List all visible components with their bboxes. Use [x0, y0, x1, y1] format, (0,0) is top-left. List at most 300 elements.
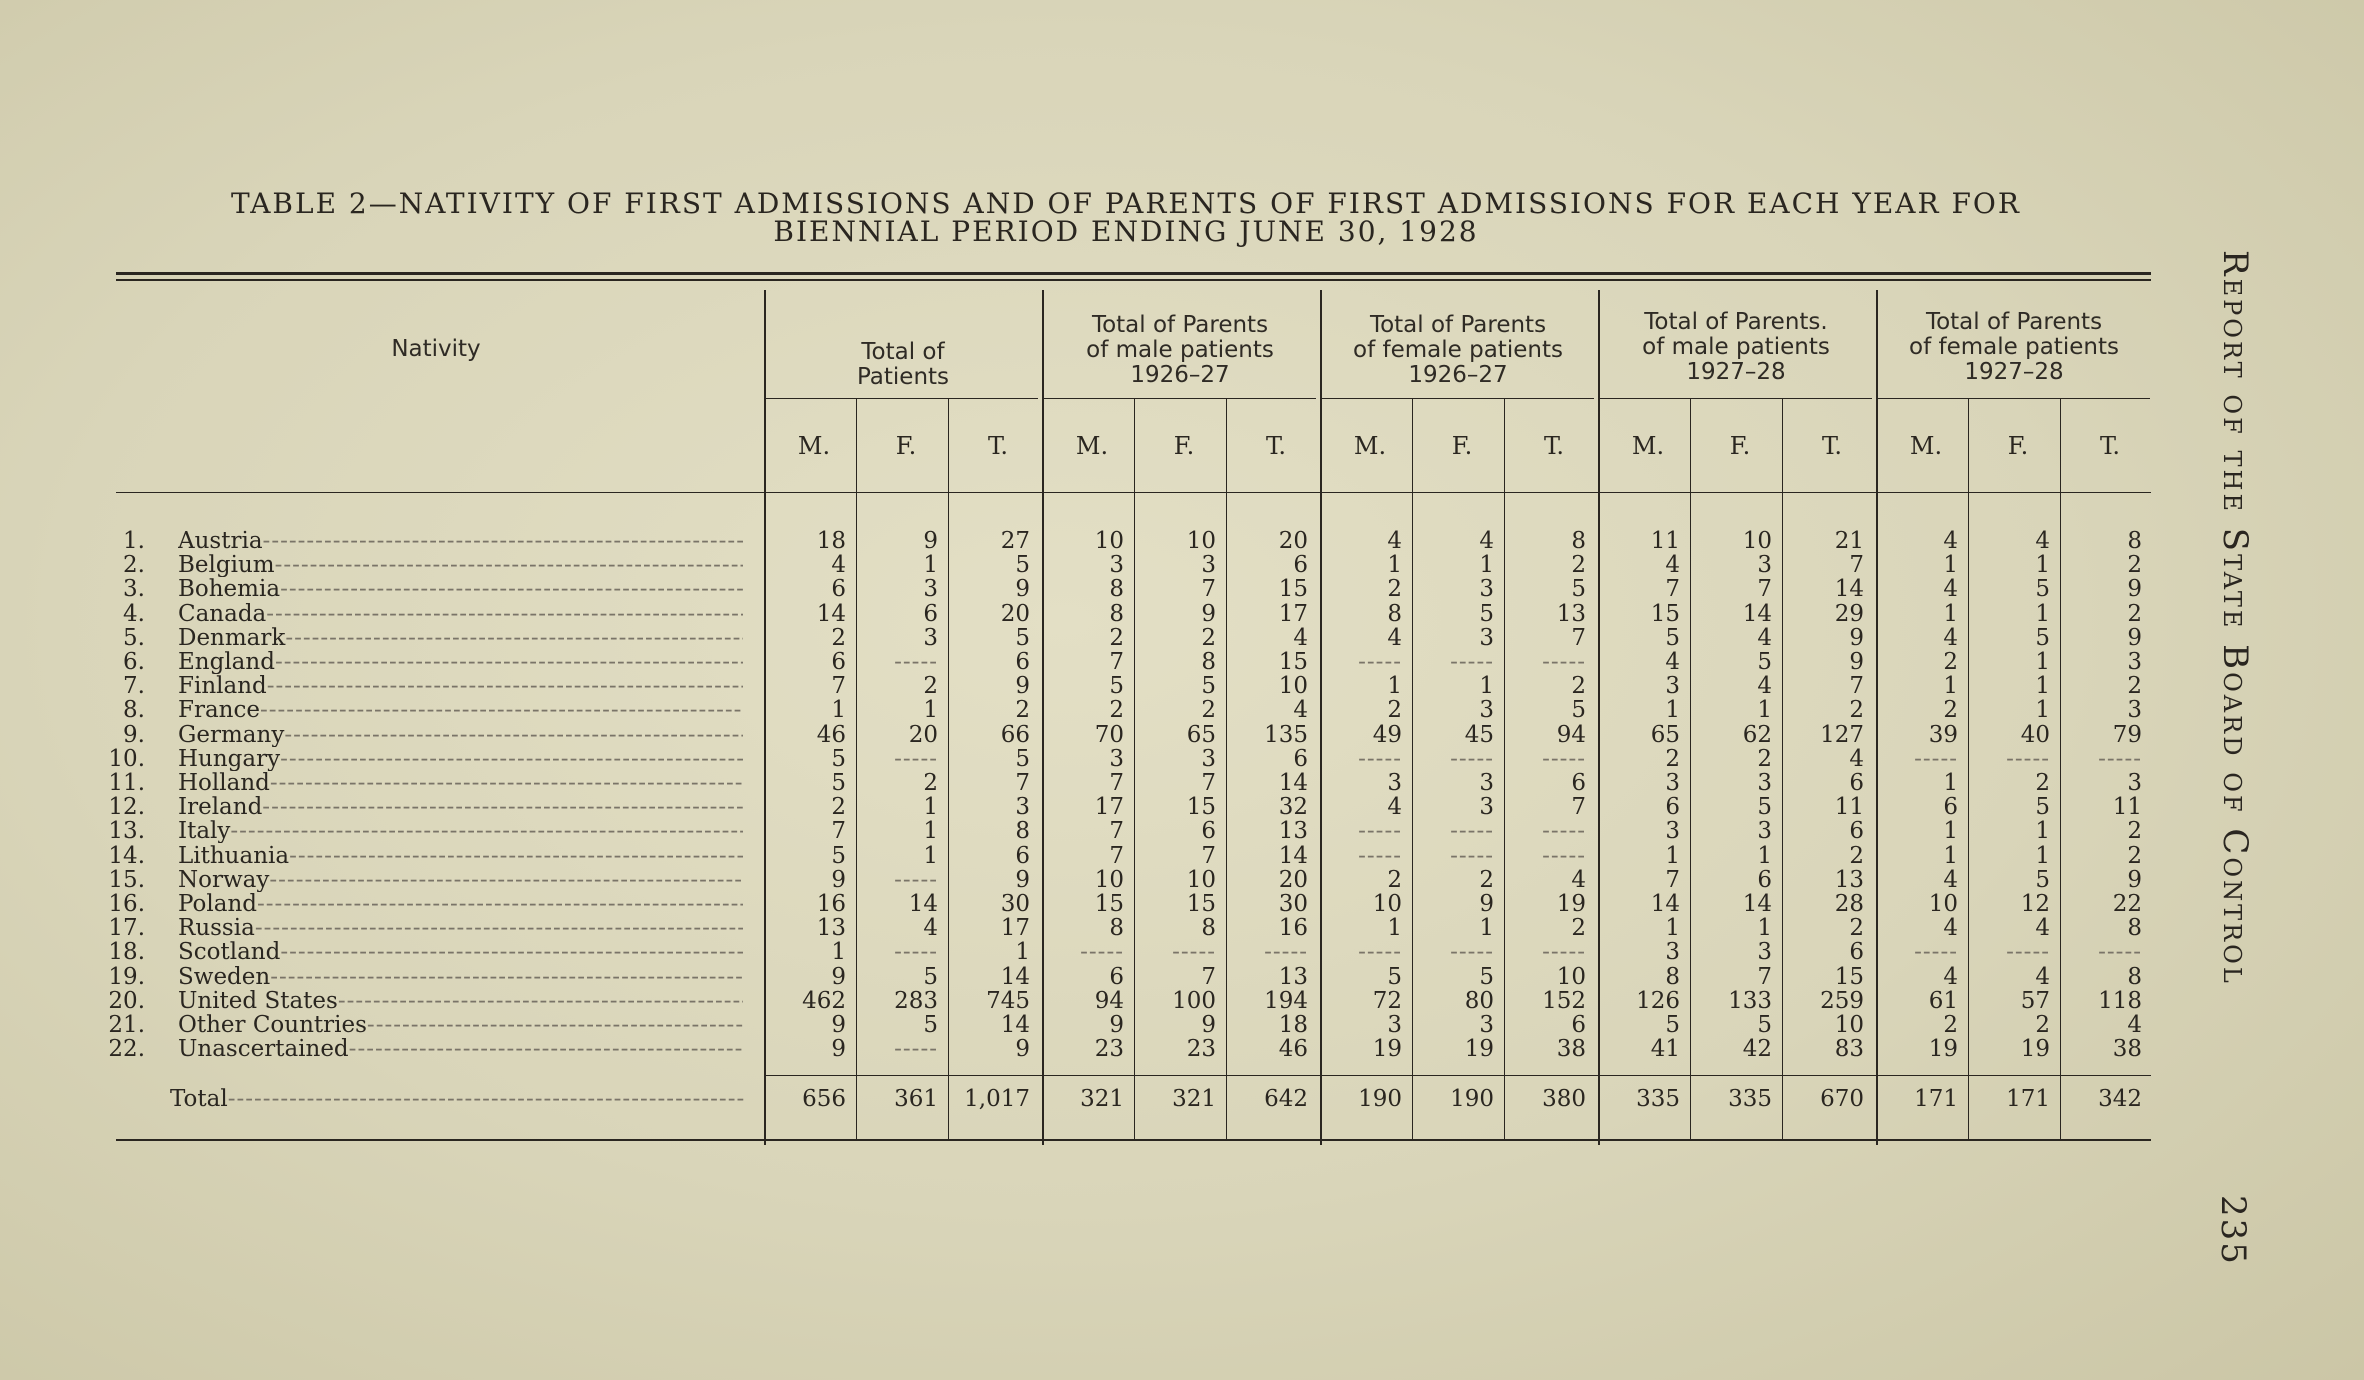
table-cell: 2	[1849, 915, 1864, 941]
group-rule-4	[1600, 398, 1872, 399]
column-rule	[2060, 398, 2061, 1141]
table-cell: 19	[2020, 1036, 2050, 1062]
table-cell: 9	[1015, 673, 1030, 699]
table-cell: 79	[2112, 722, 2142, 748]
table-cell: 2	[2127, 673, 2142, 699]
table-cell: 10	[1834, 1012, 1864, 1038]
table-cell: 4	[2035, 528, 2050, 554]
table-cell: 7	[1201, 576, 1216, 602]
table-cell: 9	[831, 964, 846, 990]
table-cell: 3	[1665, 939, 1680, 965]
column-rule	[1412, 398, 1413, 1141]
row-number: 21.	[108, 1012, 145, 1038]
table-cell: 4	[1943, 964, 1958, 990]
table-cell: 20	[1278, 528, 1308, 554]
table-cell: 65	[1650, 722, 1680, 748]
table-cell: -----	[1542, 843, 1586, 869]
table-cell: 5	[1757, 794, 1772, 820]
table-cell: -----	[894, 649, 938, 675]
table-cell: -----	[1542, 939, 1586, 965]
table-cell: 3	[1201, 552, 1216, 578]
table-cell: 57	[2020, 988, 2050, 1014]
table-cell: 4	[2035, 964, 2050, 990]
table-cell: 14	[1742, 891, 1772, 917]
row-number: 7.	[123, 673, 145, 699]
table-cell: 20	[1000, 601, 1030, 627]
table-cell: -----	[1450, 939, 1494, 965]
table-cell: 1	[1665, 915, 1680, 941]
table-cell: 3	[2127, 649, 2142, 675]
nativity-name: Holland -----	[178, 771, 743, 795]
table-cell: 4	[1665, 552, 1680, 578]
table-cell: 19	[1464, 1036, 1494, 1062]
nativity-name: Hungary -----	[178, 747, 743, 771]
table-cell: 4	[1757, 673, 1772, 699]
table-cell: 1	[923, 794, 938, 820]
column-rule	[1968, 398, 1969, 1141]
table-cell: -----	[2098, 746, 2142, 772]
total-top-rule	[766, 1075, 2151, 1076]
column-rule	[948, 398, 949, 1141]
table-cell: 38	[1556, 1036, 1586, 1062]
table-cell: 9	[1109, 1012, 1124, 1038]
table-cell: 28	[1834, 891, 1864, 917]
table-cell: 7	[1757, 964, 1772, 990]
table-cell: 6	[923, 601, 938, 627]
table-cell: 5	[1201, 673, 1216, 699]
table-cell: 3	[1479, 1012, 1494, 1038]
table-cell: 2	[1201, 625, 1216, 651]
table-cell: 1	[1387, 673, 1402, 699]
table-cell: 259	[1820, 988, 1864, 1014]
table-cell: 2	[923, 673, 938, 699]
table-cell: -----	[1450, 649, 1494, 675]
top-rule-2	[116, 279, 2151, 281]
table-cell: 5	[923, 1012, 938, 1038]
table-cell: 2	[2127, 552, 2142, 578]
table-cell: 30	[1278, 891, 1308, 917]
table-cell: 2	[831, 794, 846, 820]
total-cell: 670	[1820, 1086, 1864, 1112]
table-cell: 1	[923, 818, 938, 844]
table-cell: 9	[923, 528, 938, 554]
column-rule	[856, 398, 857, 1141]
table-cell: 4	[1943, 625, 1958, 651]
table-cell: 9	[1015, 867, 1030, 893]
table-cell: 7	[1665, 576, 1680, 602]
table-cell: 126	[1636, 988, 1680, 1014]
nativity-name: France -----	[178, 698, 743, 722]
table-cell: 2	[2127, 818, 2142, 844]
total-cell: 171	[2006, 1086, 2050, 1112]
nativity-name: Russia -----	[178, 916, 743, 940]
nativity-name: Unascertained -----	[178, 1037, 743, 1061]
table-cell: 46	[816, 722, 846, 748]
nativity-name: Canada -----	[178, 602, 743, 626]
group-header-5: Total of Parents of female patients 1927–28	[1909, 309, 2119, 385]
total-cell: 335	[1636, 1086, 1680, 1112]
table-cell: 9	[831, 867, 846, 893]
table-cell: 6	[1849, 818, 1864, 844]
table-cell: -----	[1542, 818, 1586, 844]
table-cell: 2	[1571, 552, 1586, 578]
table-cell: 2	[1757, 746, 1772, 772]
table-cell: 72	[1372, 988, 1402, 1014]
table-cell: 10	[1186, 867, 1216, 893]
table-cell: 2	[2035, 1012, 2050, 1038]
table-cell: 6	[1015, 649, 1030, 675]
table-cell: 15	[1278, 649, 1308, 675]
nativity-name: Ireland -----	[178, 795, 743, 819]
column-rule	[764, 290, 766, 1145]
column-subheader: M.	[1353, 432, 1387, 460]
table-cell: 7	[1665, 867, 1680, 893]
nativity-name: Other Countries -----	[178, 1013, 743, 1037]
column-subheader: F.	[895, 432, 917, 460]
table-cell: 13	[1834, 867, 1864, 893]
table-cell: 2	[1109, 697, 1124, 723]
table-cell: 19	[1928, 1036, 1958, 1062]
table-cell: -----	[1358, 939, 1402, 965]
table-cell: 9	[1849, 649, 1864, 675]
table-cell: 2	[1849, 697, 1864, 723]
table-cell: 4	[1293, 625, 1308, 651]
table-cell: 14	[908, 891, 938, 917]
table-cell: 8	[1665, 964, 1680, 990]
table-cell: 6	[1109, 964, 1124, 990]
column-subheader: F.	[1451, 432, 1473, 460]
column-subheader: F.	[2007, 432, 2029, 460]
table-cell: 5	[1479, 964, 1494, 990]
column-subheader: M.	[1631, 432, 1665, 460]
table-cell: 1	[1757, 915, 1772, 941]
table-cell: 17	[1000, 915, 1030, 941]
table-cell: 8	[1571, 528, 1586, 554]
title-line-1: TABLE 2—NATIVITY OF FIRST ADMISSIONS AND OF PARENTS OF FIRST ADMISSIONS FOR EACH YEAR FOR	[231, 187, 2021, 220]
table-cell: 1	[1943, 552, 1958, 578]
table-cell: 5	[831, 770, 846, 796]
table-cell: 7	[1109, 649, 1124, 675]
column-rule	[1226, 398, 1227, 1141]
table-cell: 1	[923, 697, 938, 723]
nativity-name: Poland -----	[178, 892, 743, 916]
row-number: 11.	[108, 770, 145, 796]
table-cell: 8	[1109, 576, 1124, 602]
row-number: 2.	[123, 552, 145, 578]
table-cell: 3	[1757, 939, 1772, 965]
table-cell: 1	[923, 552, 938, 578]
table-cell: 6	[1571, 770, 1586, 796]
table-cell: 4	[1665, 649, 1680, 675]
table-cell: -----	[894, 939, 938, 965]
table-cell: 13	[1278, 964, 1308, 990]
table-cell: 283	[894, 988, 938, 1014]
table-cell: 3	[1757, 770, 1772, 796]
table-cell: -----	[1914, 746, 1958, 772]
group-header-2: Total of Parents of male patients 1926–27	[1086, 312, 1274, 388]
table-cell: 9	[2127, 576, 2142, 602]
table-cell: 5	[1479, 601, 1494, 627]
table-cell: 11	[2112, 794, 2142, 820]
table-cell: 7	[1109, 843, 1124, 869]
table-cell: 3	[923, 576, 938, 602]
row-number: 16.	[108, 891, 145, 917]
table-cell: 10	[1556, 964, 1586, 990]
table-cell: 10	[1094, 528, 1124, 554]
group-rule-1	[766, 398, 1038, 399]
table-cell: 152	[1542, 988, 1586, 1014]
table-cell: 14	[1278, 770, 1308, 796]
table-cell: 4	[831, 552, 846, 578]
table-cell: 7	[1015, 770, 1030, 796]
table-cell: 1	[1479, 552, 1494, 578]
table-cell: 16	[1278, 915, 1308, 941]
table-cell: -----	[894, 867, 938, 893]
table-cell: 10	[1742, 528, 1772, 554]
table-cell: 3	[1665, 770, 1680, 796]
table-cell: 5	[2035, 794, 2050, 820]
table-cell: 8	[1387, 601, 1402, 627]
table-cell: 3	[1479, 770, 1494, 796]
nativity-header: Nativity	[391, 336, 481, 362]
table-cell: -----	[1358, 746, 1402, 772]
table-cell: 14	[1278, 843, 1308, 869]
table-cell: 3	[1757, 552, 1772, 578]
table-cell: 5	[1109, 673, 1124, 699]
table-cell: 7	[1201, 770, 1216, 796]
table-cell: 5	[923, 964, 938, 990]
table-cell: 3	[2127, 770, 2142, 796]
table-cell: 1	[2035, 818, 2050, 844]
table-cell: 15	[1650, 601, 1680, 627]
table-cell: 5	[1757, 649, 1772, 675]
row-number: 3.	[123, 576, 145, 602]
table-cell: 23	[1094, 1036, 1124, 1062]
table-cell: 3	[923, 625, 938, 651]
table-cell: 1	[1757, 697, 1772, 723]
nativity-name: Finland -----	[178, 674, 743, 698]
table-cell: 7	[1849, 673, 1864, 699]
table-cell: 9	[1201, 1012, 1216, 1038]
table-cell: 5	[1015, 552, 1030, 578]
column-subheader: T.	[987, 432, 1009, 460]
table-cell: 8	[2127, 964, 2142, 990]
table-cell: 5	[2035, 625, 2050, 651]
column-subheader: F.	[1173, 432, 1195, 460]
row-number: 20.	[108, 988, 145, 1014]
table-cell: 27	[1000, 528, 1030, 554]
table-cell: 12	[2020, 891, 2050, 917]
row-number: 17.	[108, 915, 145, 941]
column-subheader: T.	[1821, 432, 1843, 460]
table-cell: 1	[1479, 915, 1494, 941]
table-cell: 6	[1665, 794, 1680, 820]
table-cell: -----	[1358, 843, 1402, 869]
table-cell: 40	[2020, 722, 2050, 748]
table-cell: 9	[2127, 867, 2142, 893]
table-cell: 22	[2112, 891, 2142, 917]
group-rule-5	[1878, 398, 2150, 399]
table-cell: 2	[2127, 601, 2142, 627]
table-cell: 5	[1387, 964, 1402, 990]
table-cell: 9	[1849, 625, 1864, 651]
table-cell: 5	[1015, 746, 1030, 772]
nativity-name: Scotland -----	[178, 940, 743, 964]
table-cell: 2	[1849, 843, 1864, 869]
table-cell: 15	[1094, 891, 1124, 917]
table-cell: 9	[1201, 601, 1216, 627]
table-cell: 6	[1293, 552, 1308, 578]
column-rule	[1690, 398, 1691, 1141]
nativity-name: United States -----	[178, 989, 743, 1013]
table-cell: 5	[1665, 625, 1680, 651]
row-number: 22.	[108, 1036, 145, 1062]
total-cell: 321	[1172, 1086, 1216, 1112]
title-line-2: BIENNIAL PERIOD ENDING JUNE 30, 1928	[773, 215, 1479, 248]
table-cell: 6	[1201, 818, 1216, 844]
table-cell: -----	[1172, 939, 1216, 965]
column-rule	[1504, 398, 1505, 1141]
table-cell: 1	[1665, 697, 1680, 723]
table-cell: 7	[831, 673, 846, 699]
table-cell: 15	[1278, 576, 1308, 602]
table-cell: 14	[1742, 601, 1772, 627]
row-number: 1.	[123, 528, 145, 554]
table-cell: 7	[1571, 625, 1586, 651]
table-cell: 1	[1665, 843, 1680, 869]
table-cell: 2	[1479, 867, 1494, 893]
table-cell: 2	[1571, 915, 1586, 941]
table-cell: -----	[1450, 843, 1494, 869]
table-cell: 4	[2035, 915, 2050, 941]
table-cell: 9	[831, 1036, 846, 1062]
table-cell: 4	[923, 915, 938, 941]
column-subheader: M.	[797, 432, 831, 460]
table-cell: 5	[2035, 867, 2050, 893]
row-number: 12.	[108, 794, 145, 820]
table-cell: 15	[1834, 964, 1864, 990]
table-cell: -----	[1542, 746, 1586, 772]
table-cell: 5	[1015, 625, 1030, 651]
row-number: 14.	[108, 843, 145, 869]
table-cell: 18	[816, 528, 846, 554]
table-cell: 65	[1186, 722, 1216, 748]
table-cell: 10	[1278, 673, 1308, 699]
table-cell: -----	[1358, 818, 1402, 844]
table-cell: 9	[2127, 625, 2142, 651]
table-cell: 5	[1757, 1012, 1772, 1038]
group-rule-2	[1044, 398, 1316, 399]
table-cell: 462	[802, 988, 846, 1014]
table-cell: 14	[1000, 1012, 1030, 1038]
table-cell: 2	[1943, 649, 1958, 675]
table-cell: 19	[1556, 891, 1586, 917]
table-cell: 745	[986, 988, 1030, 1014]
table-cell: 62	[1742, 722, 1772, 748]
table-cell: 133	[1728, 988, 1772, 1014]
table-cell: 14	[1000, 964, 1030, 990]
column-subheader: T.	[2099, 432, 2121, 460]
table-cell: 1	[1015, 939, 1030, 965]
column-subheader: M.	[1075, 432, 1109, 460]
table-cell: 6	[1849, 939, 1864, 965]
table-cell: -----	[2006, 939, 2050, 965]
table-cell: 9	[1479, 891, 1494, 917]
table-cell: 1	[831, 697, 846, 723]
table-cell: 15	[1186, 794, 1216, 820]
table-cell: 127	[1820, 722, 1864, 748]
table-cell: -----	[2006, 746, 2050, 772]
total-cell: 342	[2098, 1086, 2142, 1112]
row-number: 18.	[108, 939, 145, 965]
table-cell: 3	[1109, 552, 1124, 578]
table-cell: 80	[1464, 988, 1494, 1014]
column-rule	[1598, 290, 1600, 1145]
table-cell: 3	[1387, 1012, 1402, 1038]
table-cell: 2	[1387, 867, 1402, 893]
table-cell: 49	[1372, 722, 1402, 748]
total-cell: 361	[894, 1086, 938, 1112]
table-cell: 5	[831, 843, 846, 869]
table-cell: 11	[1834, 794, 1864, 820]
row-number: 10.	[108, 746, 145, 772]
table-cell: 6	[1943, 794, 1958, 820]
table-cell: 10	[1186, 528, 1216, 554]
nativity-name: England -----	[178, 650, 743, 674]
table-cell: 30	[1000, 891, 1030, 917]
table-cell: 4	[1387, 794, 1402, 820]
table-cell: 3	[1479, 794, 1494, 820]
table-cell: 4	[1293, 697, 1308, 723]
table-cell: -----	[1358, 649, 1402, 675]
row-number: 5.	[123, 625, 145, 651]
table-cell: 4	[1849, 746, 1864, 772]
table-cell: 7	[831, 818, 846, 844]
table-cell: 1	[1387, 915, 1402, 941]
table-cell: 4	[1943, 528, 1958, 554]
nativity-name: Austria -----	[178, 529, 743, 553]
table-cell: 20	[1278, 867, 1308, 893]
table-cell: 19	[1372, 1036, 1402, 1062]
table-cell: 4	[1387, 625, 1402, 651]
table-cell: 9	[1015, 576, 1030, 602]
nativity-name: Norway -----	[178, 868, 743, 892]
table-cell: 14	[1834, 576, 1864, 602]
column-subheader: T.	[1265, 432, 1287, 460]
table-cell: 3	[1479, 576, 1494, 602]
page-number: 235	[2213, 1195, 2253, 1266]
row-number: 4.	[123, 601, 145, 627]
row-number: 8.	[123, 697, 145, 723]
table-cell: 8	[1015, 818, 1030, 844]
total-cell: 335	[1728, 1086, 1772, 1112]
table-cell: 9	[831, 1012, 846, 1038]
table-cell: 8	[2127, 528, 2142, 554]
row-number: 15.	[108, 867, 145, 893]
table-cell: 61	[1928, 988, 1958, 1014]
nativity-name: Bohemia -----	[178, 577, 743, 601]
table-cell: 2	[831, 625, 846, 651]
total-cell: 190	[1358, 1086, 1402, 1112]
table-cell: 45	[1464, 722, 1494, 748]
table-cell: 10	[1372, 891, 1402, 917]
table-cell: 1	[1943, 843, 1958, 869]
table-title	[116, 187, 2136, 248]
table-cell: 3	[1665, 818, 1680, 844]
table-cell: 6	[1757, 867, 1772, 893]
total-cell: 171	[1914, 1086, 1958, 1112]
table-cell: -----	[1080, 939, 1124, 965]
